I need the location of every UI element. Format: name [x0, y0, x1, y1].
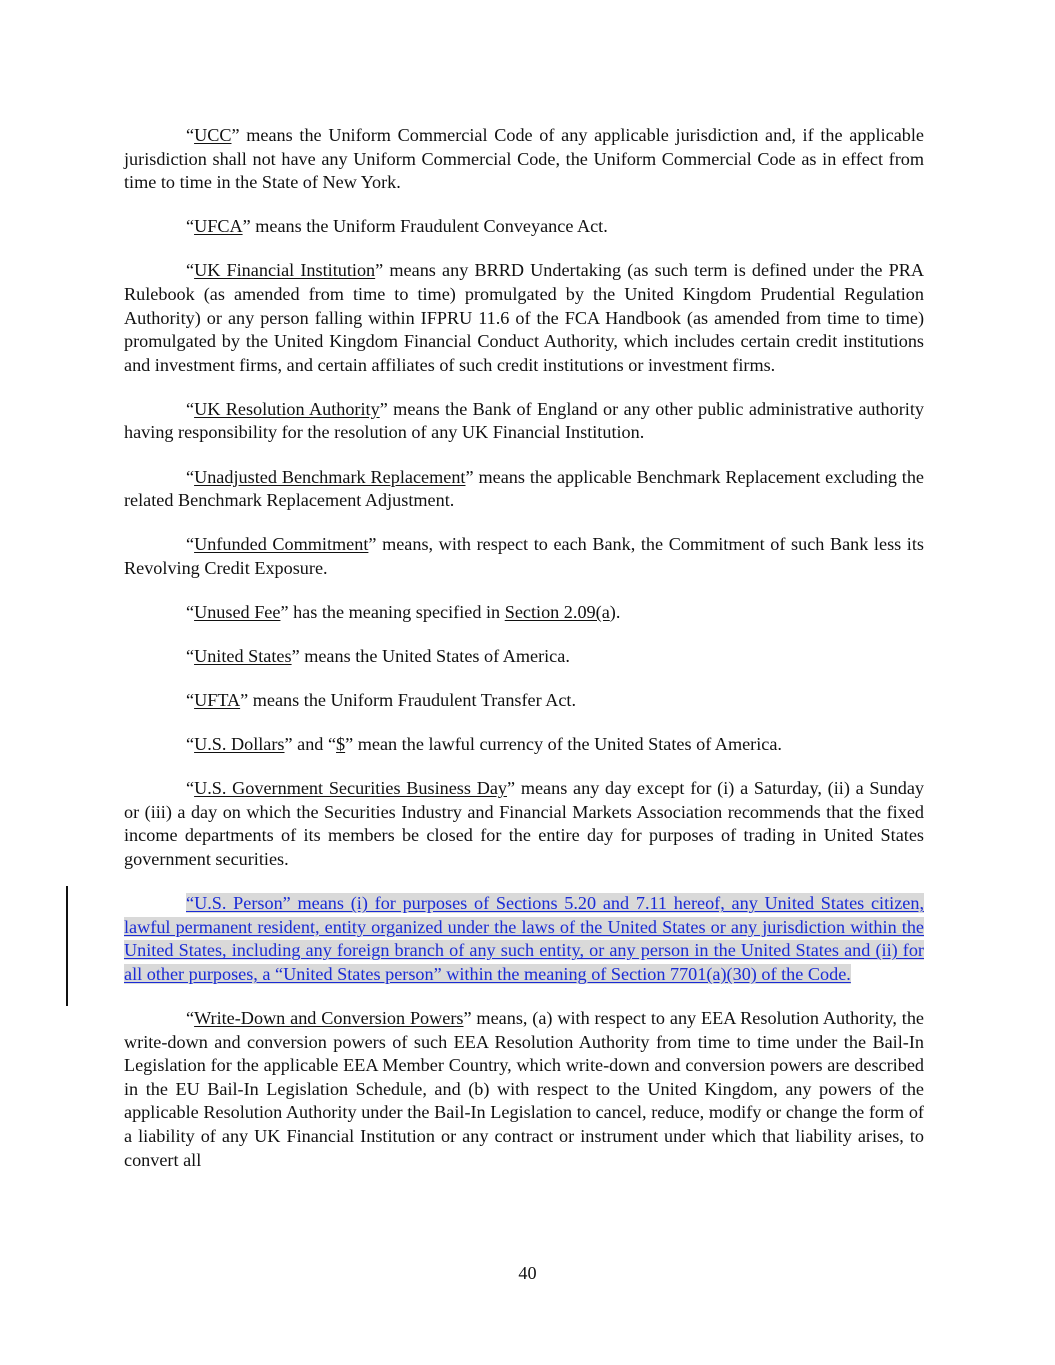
definition-write-down-and-conversion-powers: “Write-Down and Conversion Powers” means, (a) with respect to any EEA Resolution Authority, the write-down and conversion powers of such EEA Resolution Authority from time to time under the Bail-In Legislation for the applicable EEA Member Country, which write-down and conversion powers are described in the EU Bail-In Legislation Schedule, and (b) with respect to the United Kingdom, any powers of the applicable Resolution Authority under the Bail-In Legislation to cancel, reduce, modify or change the form of a liability of any UK Financial Institution or any contract or instrument under which that liability arises, to convert all: [124, 1008, 925, 1170]
definition-text: means the Bank of England or any other public administrative authority having responsibility for the resolution of any UK Financial Institution.: [124, 398, 924, 443]
definition-unadjusted-benchmark-replacement: “Unadjusted Benchmark Replacement” means the applicable Benchmark Replacement excluding the related Benchmark Replacement Adjustment.: [124, 466, 925, 511]
definition-text: means any BRRD Undertaking (as such term is defined under the PRA Rulebook (as amended from time to time) promulgated by the United Kingdom Prudential Regulation Authority) or any person falling within IFPRU 11.6 of the FCA Handbook (as amended from time to time) promulgated by the United Kingdom Financial Conduct Authority, which includes certain credit institutions and investment firms, and certain affiliates of such credit institutions or investment firms.: [124, 260, 924, 375]
inserted-revision: [124, 892, 924, 986]
definition-text: means the Uniform Fraudulent Conveyance Act.: [250, 216, 608, 237]
defined-term: Unadjusted Benchmark Replacement: [194, 466, 466, 487]
defined-term: UFTA: [194, 690, 241, 711]
definition-text: means the Uniform Fraudulent Transfer Act.: [248, 690, 577, 711]
definition-us-person: [124, 892, 924, 986]
defined-term: Write-Down and Conversion Powers: [194, 1008, 464, 1029]
document-body: [124, 124, 924, 1193]
definition-tail: ).: [609, 601, 621, 622]
page-number: 40: [518, 1263, 537, 1283]
definition-connector: and “: [292, 734, 337, 755]
definition-ucc: “UCC” means the Uniform Commercial Code of any applicable jurisdiction and, if the applicable jurisdiction shall not have any Uniform Commercial Code, the Uniform Commercial Code as in effect from time to time in the State of New York.: [124, 125, 924, 193]
defined-term: U.S. Government Securities Business Day: [194, 778, 507, 799]
change-bar: [66, 886, 68, 1006]
defined-term: United States: [194, 646, 292, 666]
defined-term: Unfunded Commitment: [194, 534, 369, 555]
definition-uk-resolution-authority: “UK Resolution Authority” means the Bank of England or any other public administrative authority having responsibility for the resolution of any UK Financial Institution.: [124, 398, 924, 443]
definition-text: means any day except for (i) a Saturday, (ii) a Sunday or (iii) a day on which the Securities Industry and Financial Markets Association recommends that the fixed income departments of its members be closed for the entire day for purposes of trading in United States government securities.: [124, 778, 924, 870]
inserted-text: “U.S. Person” means (i) for purposes of Sections 5.20 and 7.11 hereof, any United States citizen, lawful permanent resident, entity organized under the laws of the United States or any jurisdiction within the United States, including any foreign branch of any such entity, or any person in the United States and (ii) for all other purposes, a “United States person” within the meaning of Section 7701(a)(30) of the Code.: [124, 893, 924, 984]
definition-us-dollars: “U.S. Dollars” and “$” mean the lawful currency of the United States of America.: [186, 734, 782, 755]
definition-unused-fee: “Unused Fee” has the meaning specified in Section 2.09(a).: [186, 601, 621, 622]
definition-text: means the United States of America.: [299, 646, 570, 666]
definition-us-government-securities-business-day: “U.S. Government Securities Business Day” means any day except for (i) a Saturday, (ii) a Sunday or (iii) a day on which the Securities Industry and Financial Markets Association recommends that the fixed income departments of its members be closed for the entire day for purposes of trading in United States government securities.: [124, 778, 924, 870]
definition-text: means the Uniform Commercial Code of any applicable jurisdiction and, if the applicable jurisdiction shall not have any Uniform Commercial Code, the Uniform Commercial Code as in effect from time to time in the State of New York.: [124, 125, 924, 193]
definition-text: has the meaning specified in: [288, 601, 505, 622]
definition-unfunded-commitment: “Unfunded Commitment” means, with respect to each Bank, the Commitment of such Bank less its Revolving Credit Exposure.: [124, 534, 924, 578]
defined-term: Unused Fee: [194, 601, 281, 622]
defined-term: U.S. Dollars: [194, 734, 285, 755]
definition-united-states: “United States” means the United States of America.: [186, 646, 570, 666]
defined-term: UFCA: [194, 216, 243, 237]
defined-term: UK Resolution Authority: [194, 398, 380, 419]
definition-ufca: “UFCA” means the Uniform Fraudulent Conveyance Act.: [186, 216, 608, 237]
definition-ufta: “UFTA” means the Uniform Fraudulent Transfer Act.: [186, 690, 577, 711]
definition-text: means, with respect to each Bank, the Commitment of such Bank less its Revolving Credit Exposure.: [124, 534, 924, 578]
defined-term: UCC: [194, 125, 232, 145]
definition-text: means, (a) with respect to any EEA Resolution Authority, the write-down and conversion powers of such EEA Resolution Authority from time to time under the Bail-In Legislation for the applicable EEA Member Country, which write-down and conversion powers are described in the EU Bail-In Legislation Schedule, and (b) with respect to the United Kingdom, any powers of the applicable Resolution Authority under the Bail-In Legislation to cancel, reduce, modify or change the form of a liability of any UK Financial Institution or any contract or instrument under which that liability arises, to convert all: [124, 1008, 925, 1170]
definition-text: means the applicable Benchmark Replacement excluding the related Benchmark Replacement Adjustment.: [124, 466, 925, 511]
defined-term: UK Financial Institution: [194, 260, 376, 281]
defined-term-symbol: $: [336, 734, 346, 755]
definition-text: mean the lawful currency of the United States of America.: [353, 734, 782, 755]
section-reference: Section 2.09(a: [504, 601, 610, 622]
definition-uk-financial-institution: “UK Financial Institution” means any BRRD Undertaking (as such term is defined under the PRA Rulebook (as amended from time to time) promulgated by the United Kingdom Prudential Regulation Authority) or any person falling within IFPRU 11.6 of the FCA Handbook (as amended from time to time) promulgated by the United Kingdom Financial Conduct Authority, which includes certain credit institutions and investment firms, and certain affiliates of such credit institutions or investment firms.: [124, 260, 924, 375]
